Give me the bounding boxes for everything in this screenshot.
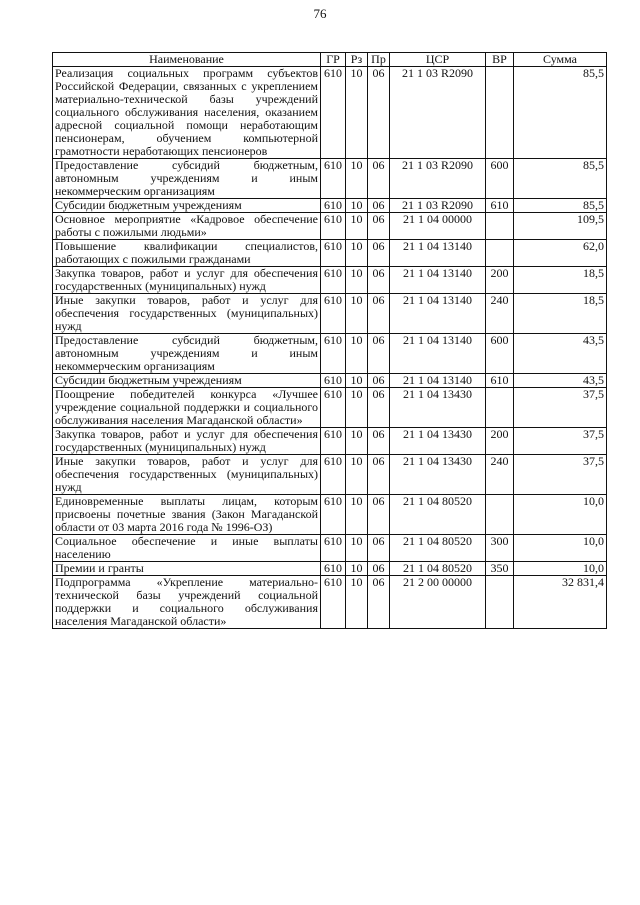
table-row — [53, 374, 607, 388]
cell-name: Закупка товаров, работ и услуг для обеспечения государственных (муниципальных) нужд — [53, 267, 321, 294]
cell-rz: 10 — [346, 388, 368, 428]
cell-sum: 10,0 — [514, 535, 607, 562]
table-row — [53, 213, 607, 240]
cell-vr: 200 — [486, 267, 514, 294]
table-row — [53, 428, 607, 455]
cell-gr: 610 — [321, 159, 346, 199]
table-row — [53, 240, 607, 267]
cell-sum: 32 831,4 — [514, 576, 607, 629]
cell-csr: 21 1 04 00000 — [390, 213, 486, 240]
cell-csr: 21 1 03 R2090 — [390, 159, 486, 199]
cell-sum: 18,5 — [514, 294, 607, 334]
cell-vr — [486, 495, 514, 535]
header-sum: Сумма — [514, 53, 607, 67]
cell-gr: 610 — [321, 455, 346, 495]
cell-csr: 21 2 00 00000 — [390, 576, 486, 629]
header-pr: Пр — [368, 53, 390, 67]
cell-pr: 06 — [368, 562, 390, 576]
cell-gr: 610 — [321, 576, 346, 629]
cell-vr: 240 — [486, 455, 514, 495]
cell-gr: 610 — [321, 388, 346, 428]
table-row — [53, 495, 607, 535]
header-rz: Рз — [346, 53, 368, 67]
cell-gr: 610 — [321, 535, 346, 562]
cell-name: Реализация социальных программ субъектов Российской Федерации, связанных с укреплением материально-технической базы учреждений социального обслуживания населения, оказанием адресной социальной помощи неработающим пенсионерам, обучением компьютерной грамотности неработающих пенсионеров — [53, 67, 321, 159]
table-row — [53, 159, 607, 199]
cell-rz: 10 — [346, 428, 368, 455]
cell-sum: 37,5 — [514, 428, 607, 455]
cell-csr: 21 1 04 13140 — [390, 334, 486, 374]
cell-name: Поощрение победителей конкурса «Лучшее учреждение социальной поддержки и социального обслуживания населения Магаданской области» — [53, 388, 321, 428]
cell-csr: 21 1 04 13430 — [390, 455, 486, 495]
cell-name: Предоставление субсидий бюджетным, автономным учреждениям и иным некоммерческим организациям — [53, 334, 321, 374]
cell-rz: 10 — [346, 455, 368, 495]
cell-vr: 610 — [486, 199, 514, 213]
cell-sum: 37,5 — [514, 455, 607, 495]
cell-sum: 109,5 — [514, 213, 607, 240]
table-row — [53, 199, 607, 213]
table-row — [53, 455, 607, 495]
cell-csr: 21 1 04 80520 — [390, 562, 486, 576]
cell-gr: 610 — [321, 213, 346, 240]
header-vr: ВР — [486, 53, 514, 67]
cell-sum: 37,5 — [514, 388, 607, 428]
cell-rz: 10 — [346, 267, 368, 294]
cell-pr: 06 — [368, 455, 390, 495]
cell-gr: 610 — [321, 562, 346, 576]
cell-gr: 610 — [321, 334, 346, 374]
cell-name: Закупка товаров, работ и услуг для обеспечения государственных (муниципальных) нужд — [53, 428, 321, 455]
table-header-row — [53, 53, 607, 67]
cell-sum: 43,5 — [514, 334, 607, 374]
cell-rz: 10 — [346, 576, 368, 629]
cell-sum: 43,5 — [514, 374, 607, 388]
cell-pr: 06 — [368, 495, 390, 535]
cell-name: Предоставление субсидий бюджетным, автономным учреждениям и иным некоммерческим организациям — [53, 159, 321, 199]
table-row — [53, 562, 607, 576]
cell-rz: 10 — [346, 374, 368, 388]
cell-name: Социальное обеспечение и иные выплаты населению — [53, 535, 321, 562]
cell-gr: 610 — [321, 294, 346, 334]
header-name: Наименование — [53, 53, 321, 67]
cell-pr: 06 — [368, 428, 390, 455]
cell-csr: 21 1 04 13140 — [390, 374, 486, 388]
cell-csr: 21 1 04 13430 — [390, 428, 486, 455]
cell-gr: 610 — [321, 374, 346, 388]
cell-vr: 350 — [486, 562, 514, 576]
cell-sum: 85,5 — [514, 159, 607, 199]
cell-pr: 06 — [368, 535, 390, 562]
cell-pr: 06 — [368, 240, 390, 267]
cell-csr: 21 1 04 13140 — [390, 267, 486, 294]
cell-sum: 10,0 — [514, 495, 607, 535]
cell-name: Основное мероприятие «Кадровое обеспечение работы с пожилыми людьми» — [53, 213, 321, 240]
cell-csr: 21 1 04 80520 — [390, 535, 486, 562]
table-row — [53, 267, 607, 294]
cell-name: Иные закупки товаров, работ и услуг для обеспечения государственных (муниципальных) нужд — [53, 455, 321, 495]
cell-pr: 06 — [368, 213, 390, 240]
cell-gr: 610 — [321, 199, 346, 213]
cell-pr: 06 — [368, 576, 390, 629]
cell-csr: 21 1 03 R2090 — [390, 67, 486, 159]
cell-pr: 06 — [368, 199, 390, 213]
cell-csr: 21 1 03 R2090 — [390, 199, 486, 213]
table-row — [53, 334, 607, 374]
cell-name: Премии и гранты — [53, 562, 321, 576]
cell-rz: 10 — [346, 294, 368, 334]
cell-vr — [486, 67, 514, 159]
cell-vr — [486, 213, 514, 240]
cell-rz: 10 — [346, 535, 368, 562]
cell-rz: 10 — [346, 240, 368, 267]
cell-vr — [486, 576, 514, 629]
cell-pr: 06 — [368, 267, 390, 294]
cell-name: Подпрограмма «Укрепление материально-технической базы учреждений социальной поддержки и социального обслуживания населения Магаданской области» — [53, 576, 321, 629]
cell-rz: 10 — [346, 562, 368, 576]
cell-gr: 610 — [321, 428, 346, 455]
cell-pr: 06 — [368, 334, 390, 374]
cell-sum: 18,5 — [514, 267, 607, 294]
cell-vr: 600 — [486, 159, 514, 199]
cell-pr: 06 — [368, 294, 390, 334]
cell-name: Повышение квалификации специалистов, работающих с пожилыми гражданами — [53, 240, 321, 267]
table-row — [53, 388, 607, 428]
cell-pr: 06 — [368, 374, 390, 388]
cell-gr: 610 — [321, 267, 346, 294]
cell-csr: 21 1 04 80520 — [390, 495, 486, 535]
cell-rz: 10 — [346, 199, 368, 213]
cell-csr: 21 1 04 13140 — [390, 294, 486, 334]
cell-vr: 610 — [486, 374, 514, 388]
cell-sum: 10,0 — [514, 562, 607, 576]
cell-vr — [486, 388, 514, 428]
cell-sum: 85,5 — [514, 67, 607, 159]
cell-name: Субсидии бюджетным учреждениям — [53, 374, 321, 388]
header-csr: ЦСР — [390, 53, 486, 67]
cell-gr: 610 — [321, 240, 346, 267]
cell-name: Единовременные выплаты лицам, которым присвоены почетные звания (Закон Магаданской области от 03 марта 2016 года № 1996-ОЗ) — [53, 495, 321, 535]
cell-gr: 610 — [321, 67, 346, 159]
cell-sum: 62,0 — [514, 240, 607, 267]
cell-gr: 610 — [321, 495, 346, 535]
table-row — [53, 67, 607, 159]
cell-name: Иные закупки товаров, работ и услуг для обеспечения государственных (муниципальных) нужд — [53, 294, 321, 334]
page-number: 76 — [313, 6, 327, 21]
cell-vr: 200 — [486, 428, 514, 455]
cell-name: Субсидии бюджетным учреждениям — [53, 199, 321, 213]
cell-rz: 10 — [346, 213, 368, 240]
cell-rz: 10 — [346, 159, 368, 199]
cell-vr: 300 — [486, 535, 514, 562]
cell-sum: 85,5 — [514, 199, 607, 213]
cell-pr: 06 — [368, 159, 390, 199]
header-gr: ГР — [321, 53, 346, 67]
budget-table — [52, 52, 607, 629]
cell-csr: 21 1 04 13140 — [390, 240, 486, 267]
table-row — [53, 294, 607, 334]
cell-vr: 240 — [486, 294, 514, 334]
table-row — [53, 576, 607, 629]
cell-pr: 06 — [368, 388, 390, 428]
table-body — [53, 67, 607, 629]
cell-pr: 06 — [368, 67, 390, 159]
cell-rz: 10 — [346, 67, 368, 159]
cell-rz: 10 — [346, 495, 368, 535]
cell-csr: 21 1 04 13430 — [390, 388, 486, 428]
cell-vr: 600 — [486, 334, 514, 374]
table-row — [53, 535, 607, 562]
cell-rz: 10 — [346, 334, 368, 374]
cell-vr — [486, 240, 514, 267]
